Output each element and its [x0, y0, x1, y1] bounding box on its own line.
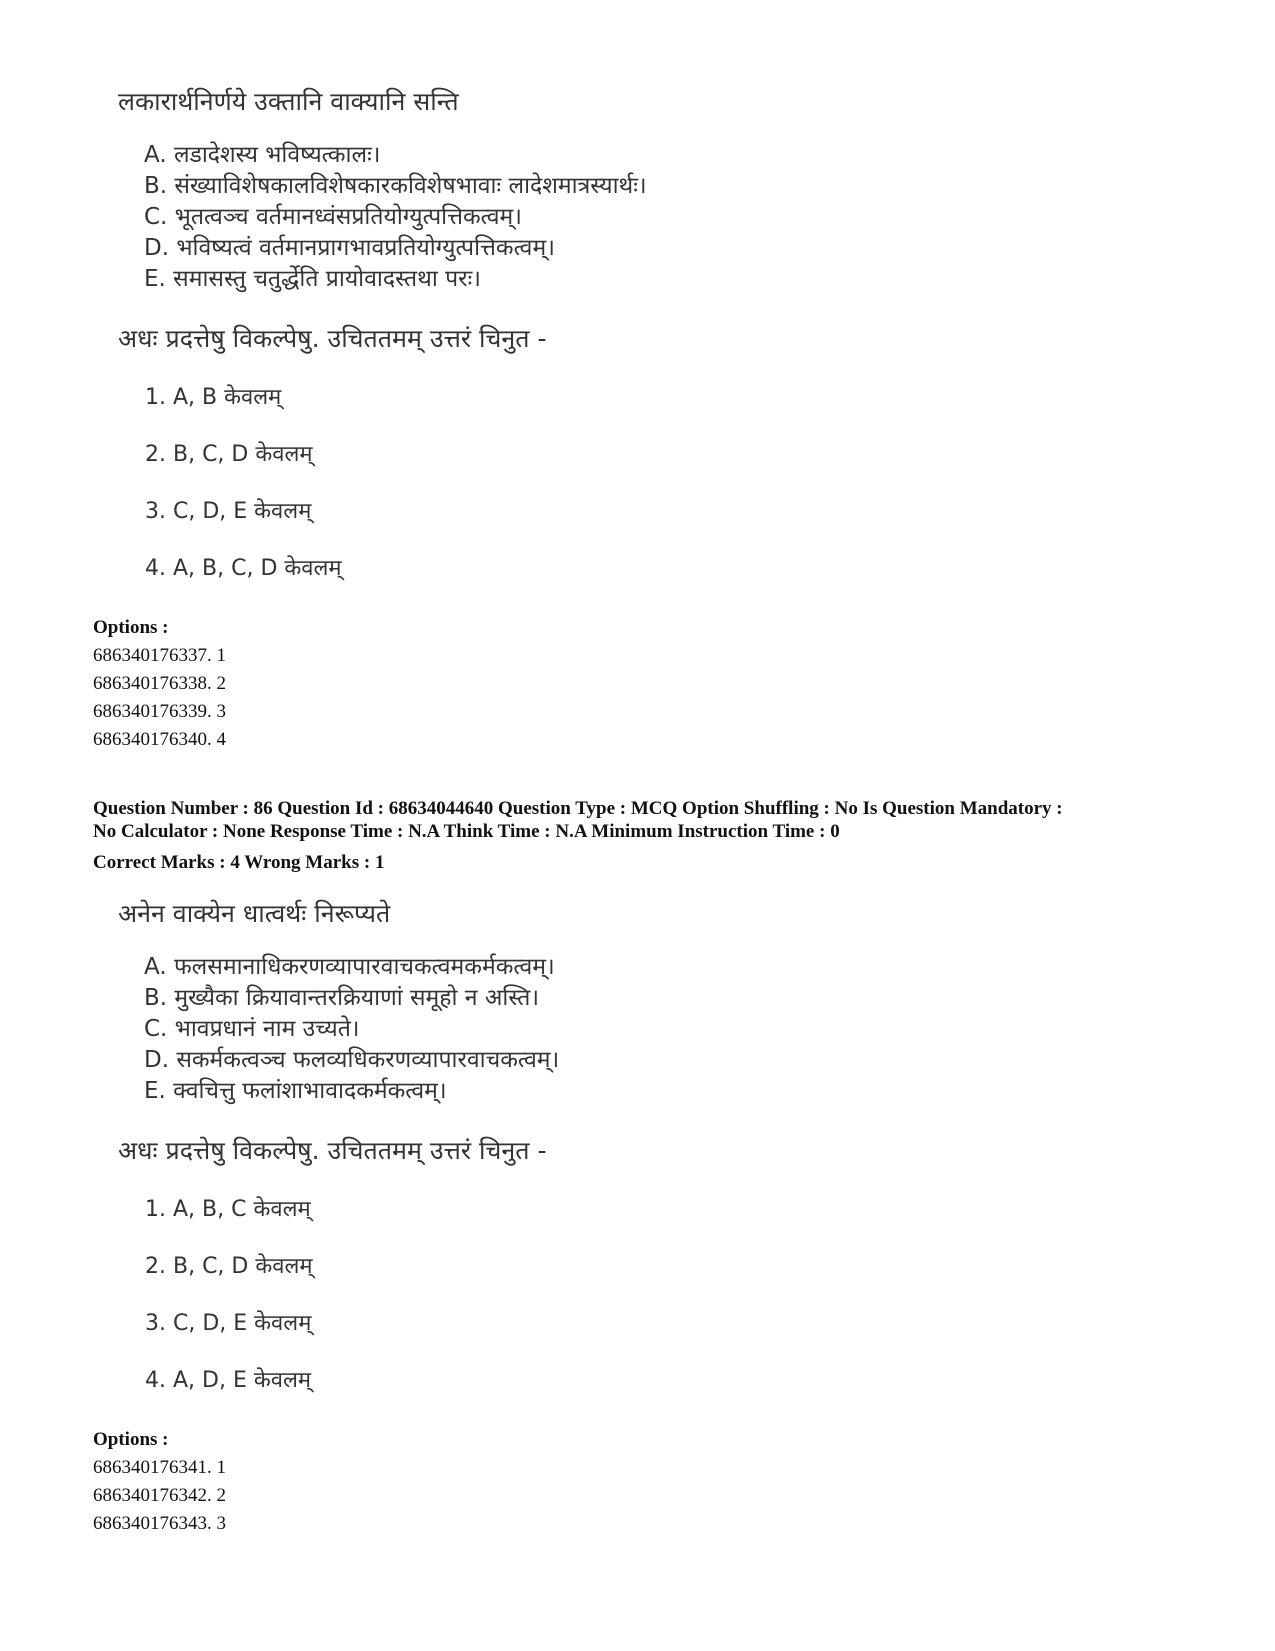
statement-b: B. मुख्यैका क्रियावान्तरक्रियाणां समूहो न अस्ति।: [144, 985, 540, 1011]
statement-list: [144, 140, 1218, 295]
choice-4: 4. A, B, C, D केवलम्: [145, 556, 342, 581]
option-row: 686340176337. 1: [93, 645, 226, 666]
question-86-meta: [93, 797, 1253, 877]
statement-a: A. फलसमानाधिकरणव्यापारवाचकत्वमकर्मकत्वम्।: [144, 954, 555, 980]
options-block-85: [93, 614, 226, 754]
statement-e: E. समासस्तु चतुर्द्धेति प्रायोवादस्तथा परः।: [144, 266, 481, 292]
option-row: 686340176339. 3: [93, 701, 226, 722]
statement-d: D. सकर्मकत्वञ्च फलव्यधिकरणव्यापारवाचकत्वम्।: [144, 1047, 560, 1073]
statement-a: A. लडादेशस्य भविष्यत्कालः।: [144, 142, 381, 168]
statement-d: D. भविष्यत्वं वर्तमानप्रागभावप्रतियोग्युत्पत्तिकत्वम्।: [144, 235, 555, 261]
question-stem: अनेन वाक्येन धात्वर्थः निरूप्यते: [118, 899, 391, 928]
choice-1: 1. A, B, C केवलम्: [145, 1197, 311, 1222]
options-label: Options :: [93, 617, 169, 638]
choice-3: 3. C, D, E केवलम्: [145, 499, 312, 524]
options-block-86: [93, 1426, 226, 1538]
question-meta-line-1: Question Number : 86 Question Id : 68634044640 Question Type : MCQ Option Shuffling : No Is Question Mandatory :: [93, 798, 1063, 819]
statement-b: B. संख्याविशेषकालविशेषकारकविशेषभावाः लादेशमात्रस्यार्थः।: [144, 173, 647, 199]
statement-c: C. भूतत्वञ्च वर्तमानध्वंसप्रतियोग्युत्पत्तिकत्वम्।: [144, 204, 523, 230]
option-row: 686340176343. 3: [93, 1513, 226, 1534]
options-label: Options :: [93, 1429, 169, 1450]
option-row: 686340176342. 2: [93, 1485, 226, 1506]
choice-2: 2. B, C, D केवलम्: [145, 1254, 313, 1279]
question-instruction: अधः प्रदत्तेषु विकल्पेषु. उचिततमम् उत्तरं चिनुत -: [118, 1136, 547, 1165]
choice-4: 4. A, D, E केवलम्: [145, 1368, 312, 1393]
choice-2: 2. B, C, D केवलम्: [145, 442, 313, 467]
option-row: 686340176338. 2: [93, 673, 226, 694]
choice-list: [145, 369, 1218, 597]
choice-3: 3. C, D, E केवलम्: [145, 1311, 312, 1336]
statement-c: C. भावप्रधानं नाम उच्यते।: [144, 1016, 360, 1042]
option-row: 686340176341. 1: [93, 1457, 226, 1478]
question-stem: लकारार्थनिर्णये उक्तानि वाक्यानि सन्ति: [118, 87, 459, 116]
question-85-image: [118, 84, 1218, 597]
question-meta-line-2: No Calculator : None Response Time : N.A Think Time : N.A Minimum Instruction Time : 0: [93, 821, 840, 842]
statement-e: E. क्वचित्तु फलांशाभावादकर्मकत्वम्।: [144, 1078, 447, 1104]
option-row: 686340176340. 4: [93, 729, 226, 750]
statement-list: [144, 952, 1218, 1107]
question-86-image: [118, 896, 1218, 1409]
choice-list: [145, 1181, 1218, 1409]
marks-line: Correct Marks : 4 Wrong Marks : 1: [93, 852, 385, 873]
choice-1: 1. A, B केवलम्: [145, 385, 282, 410]
question-instruction: अधः प्रदत्तेषु विकल्पेषु. उचिततमम् उत्तरं चिनुत -: [118, 324, 547, 353]
